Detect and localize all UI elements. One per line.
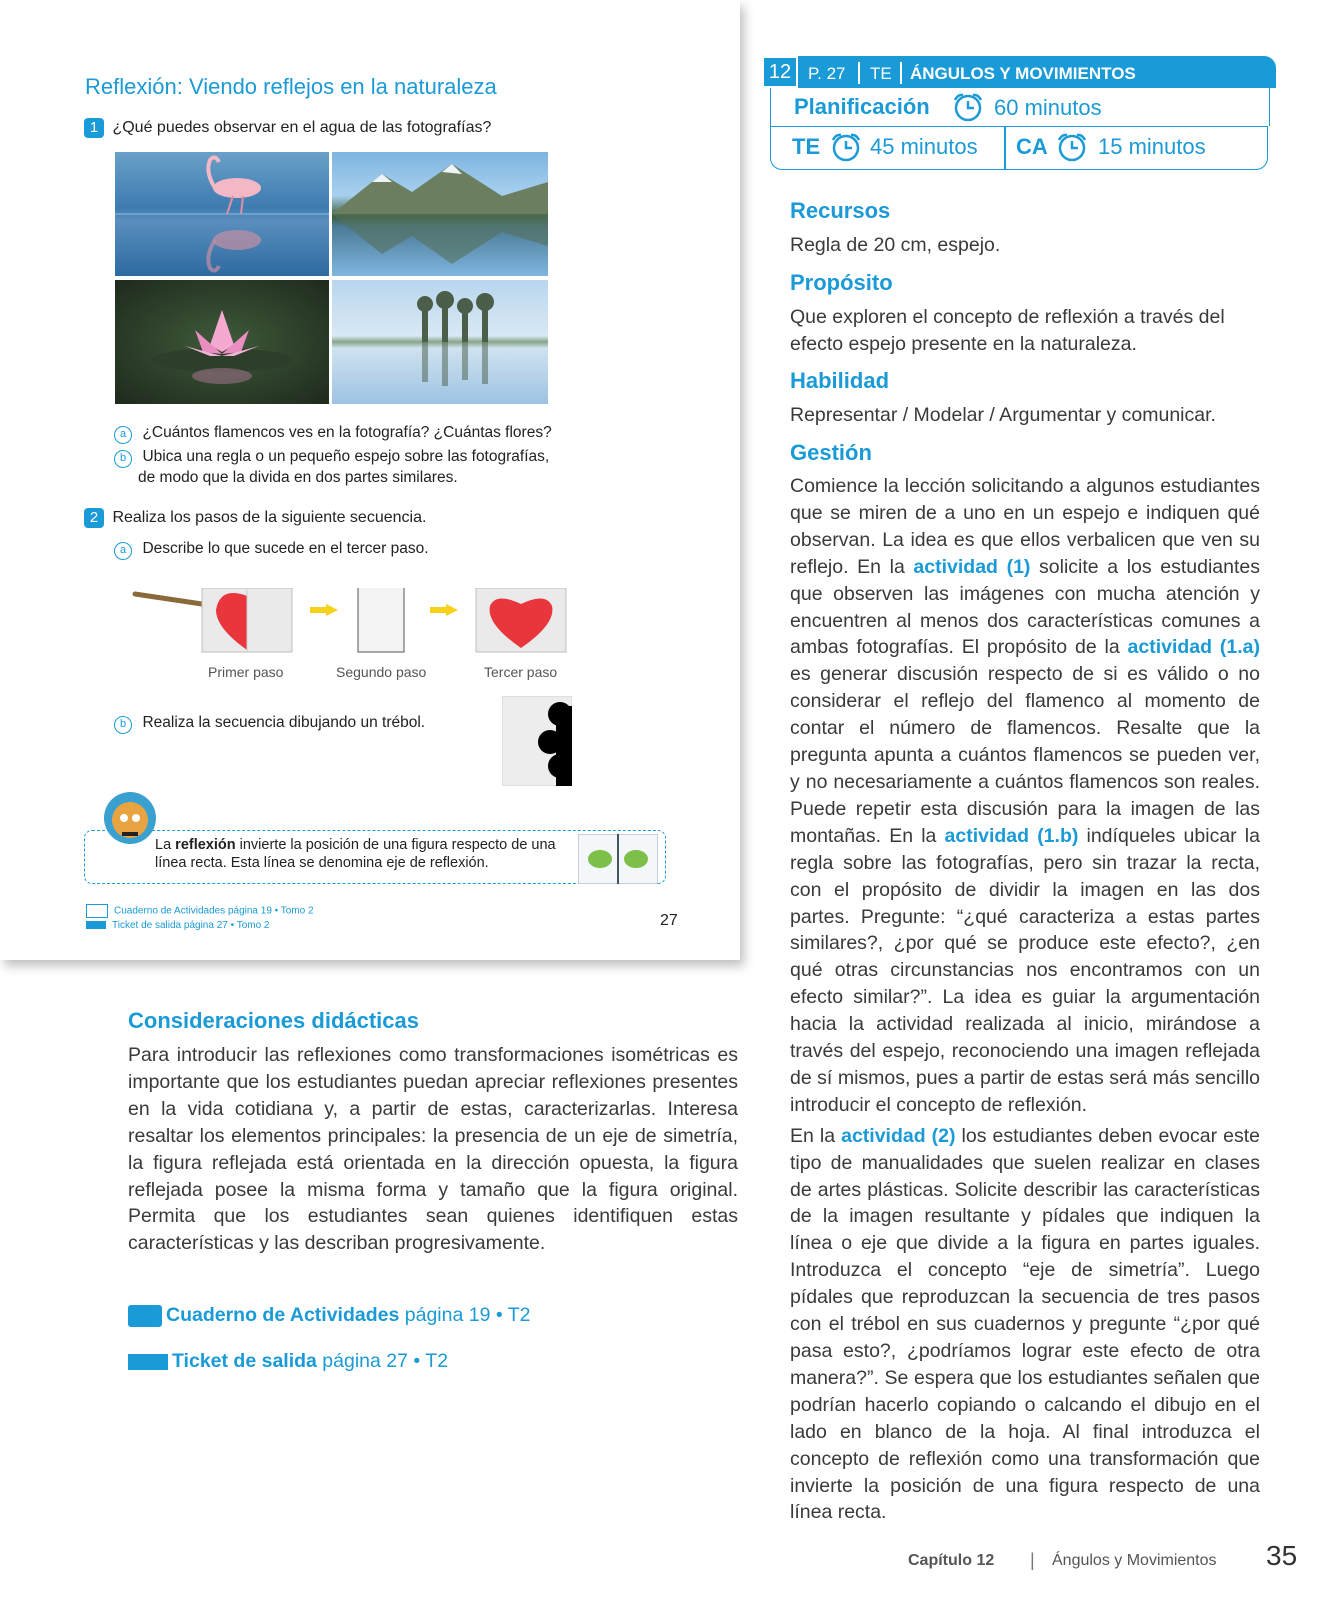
ticket-ref — [86, 920, 270, 931]
step-label: Segundo paso — [336, 664, 427, 680]
sub-letter: a — [114, 542, 132, 560]
sub-text: Realiza la secuencia dibujando un trébol. — [142, 714, 426, 731]
student-page-number: 27 — [660, 912, 678, 929]
question-2 — [84, 508, 426, 528]
activities-book-ref — [128, 1304, 531, 1327]
sub-letter: b — [114, 716, 132, 734]
ticket-icon — [86, 921, 106, 929]
gestion-text — [790, 473, 1260, 1526]
topic-title: ÁNGULOS Y MOVIMIENTOS — [910, 64, 1136, 83]
ref-bold: Cuaderno de Actividades — [166, 1304, 400, 1326]
question-2a — [114, 540, 429, 560]
planning-time: 60 minutos — [994, 95, 1102, 120]
ticket-ref-text: Ticket de salida página 27 • Tomo 2 — [112, 920, 270, 931]
footer-chapter: Capítulo 12 — [908, 1552, 995, 1569]
planning-label: Planificación — [794, 94, 930, 119]
ca-label: CA — [1016, 134, 1048, 159]
flamingo-photo — [115, 152, 329, 276]
ca-time: 15 minutos — [1098, 134, 1206, 159]
question-1 — [84, 118, 491, 138]
sub-letter: a — [114, 426, 132, 444]
recursos-text: Regla de 20 cm, espejo. — [790, 234, 1001, 256]
proposito-line: efecto espejo presente en la naturaleza. — [790, 332, 1137, 355]
question-1b — [114, 448, 549, 468]
gestion-paragraph-1: Comience la lección solicitando a algunos estudiantes que se miren de a uno en un espejo e indiquen qué observan. La idea es que ellos verbalicen que ven su reflejo. En la actividad (1) solicite a los estudiantes que observen las imágenes con mucha atención y encuentren al menos dos características comunes a ambas fotografías. El propósito de la actividad (1.a) es generar discusión respecto de si es válido o no considerar el reflejo del flamenco al momento de contar el número de flamencos. Resalte que la pregunta apunta a cuántos flamencos se pueden ver, y no necesariamente a cuántos flamencos son reales. Puede repetir esta discusión para la imagen de las montañas. En la actividad (1.b) indíqueles ubicar la regla sobre las fotografías, pero sin trazar la recta, con el propósito de dividir la imagen en las dos partes. Pregunte: “¿qué caracteriza a estas partes similares?, ¿por qué se produce este efecto?, ¿en qué otras circunstancias nos encontramos con un efecto similar?”. La idea es guiar la argumentación hacia la actividad realizada al inicio, mirándose a través del espejo, reconociendo una imagen reflejada de sí mismos, pues a partir de estas será más sencillo introducir el concepto de reflexión. — [790, 475, 1260, 1116]
proposito-line: Que exploren el concepto de reflexión a través del — [790, 306, 1225, 328]
lesson-number: 12 — [762, 56, 798, 88]
definition-text — [155, 836, 575, 872]
step-label: Primer paso — [208, 664, 284, 680]
question-number: 2 — [84, 508, 104, 528]
alarm-clock-icon — [1056, 132, 1088, 162]
te-tag: TE — [870, 64, 892, 83]
exit-ticket-ref — [128, 1350, 448, 1373]
water-lily-photo — [115, 280, 329, 404]
footer-title: Ángulos y Movimientos — [1052, 1552, 1217, 1569]
question-number: 1 — [84, 118, 104, 138]
sequence-illustration — [130, 588, 580, 658]
ref-rest: página 19 • T2 — [399, 1304, 531, 1326]
proposito-text — [790, 304, 1260, 358]
page-ref: P. 27 — [808, 64, 846, 83]
ticket-icon — [128, 1354, 168, 1370]
trees-photo — [332, 280, 548, 404]
clover-illustration — [502, 696, 572, 786]
question-text: ¿Qué puedes observar en el agua de las fotografías? — [112, 119, 492, 136]
footer-separator: | — [1030, 1550, 1035, 1570]
question-2b — [114, 714, 425, 734]
consideraciones-heading: Consideraciones didácticas — [128, 1008, 419, 1033]
definition-keyword: reflexión — [175, 837, 236, 853]
question-1a — [114, 424, 552, 444]
mountain-photo — [332, 152, 548, 276]
notebook-ref — [86, 904, 314, 918]
frog-reflection-image — [578, 834, 658, 884]
book-icon — [86, 904, 108, 918]
sub-text: Describe lo que sucede en el tercer paso. — [142, 540, 429, 557]
divider — [858, 62, 860, 84]
gestion-heading: Gestión — [790, 440, 872, 465]
recursos-heading: Recursos — [790, 198, 891, 223]
sub-text: ¿Cuántos flamencos ves en la fotografía? ¿Cuántas flores? — [142, 424, 552, 441]
alarm-clock-icon — [952, 92, 984, 122]
sub-letter: b — [114, 450, 132, 468]
mascot-avatar — [104, 792, 156, 844]
te-label: TE — [792, 134, 821, 159]
page-number: 35 — [1266, 1540, 1298, 1571]
ref-rest: página 27 • T2 — [316, 1350, 449, 1372]
te-time: 45 minutos — [870, 134, 978, 159]
alarm-clock-icon — [830, 132, 862, 162]
lesson-title: Reflexión: Viendo reflejos en la naturaleza — [85, 74, 497, 99]
divider — [900, 62, 902, 84]
gestion-paragraph-2: En la actividad (2) los estudiantes deben evocar este tipo de manualidades que suelen realizar en clases de artes plásticas. Solicite describir las características de la imagen resultante y pídales que indiquen la línea o eje que divide a la figura en partes iguales. Introduzca el concepto “eje de simetría”. Luego pídales que reproduzcan la secuencia de tres pasos con el trébol en sus cuadernos y pregunte “¿por qué pasa esto?, ¿podríamos lograr este efecto de otra manera?”. Se espera que los estudiantes señalen que podrían hacerlo copiando o calcando el dibujo en el lado en blanco de la hoja. Al final introduzca el concepto de reflexión como una transformación que invierte la posición de una figura respecto de una línea recta. — [790, 1124, 1260, 1524]
definition-post: invierte la posición de una figura respecto de una línea recta. Esta línea se denomina eje de reflexión. — [155, 837, 556, 871]
divider — [1004, 126, 1006, 170]
book-icon — [128, 1305, 162, 1327]
sub-text: Ubica una regla o un pequeño espejo sobre las fotografías, — [142, 448, 550, 465]
notebook-ref-text: Cuaderno de Actividades página 19 • Tomo 2 — [114, 905, 314, 917]
sub-text-line2: de modo que la divida en dos partes similares. — [138, 469, 458, 486]
ref-bold: Ticket de salida — [172, 1350, 317, 1372]
step-label: Tercer paso — [484, 664, 558, 680]
habilidad-text: Representar / Modelar / Argumentar y comunicar. — [790, 404, 1216, 426]
definition-pre: La — [155, 837, 176, 853]
proposito-heading: Propósito — [790, 270, 893, 295]
consideraciones-text: Para introducir las reflexiones como transformaciones isométricas es importante que los estudiantes puedan apreciar reflexiones presentes en la vida cotidiana y, a partir de estas, caracterizarlas. Interesa resaltar los elementos principales: la presencia de un eje de simetría, la figura reflejada está orientada en la dirección opuesta, la figura reflejada posee la misma forma y tamaño que la figura original. Permita que los estudiantes sean quienes identifiquen estas características y las describan progresivamente. — [128, 1044, 738, 1255]
question-text: Realiza los pasos de la siguiente secuencia. — [112, 509, 427, 526]
habilidad-heading: Habilidad — [790, 368, 890, 393]
